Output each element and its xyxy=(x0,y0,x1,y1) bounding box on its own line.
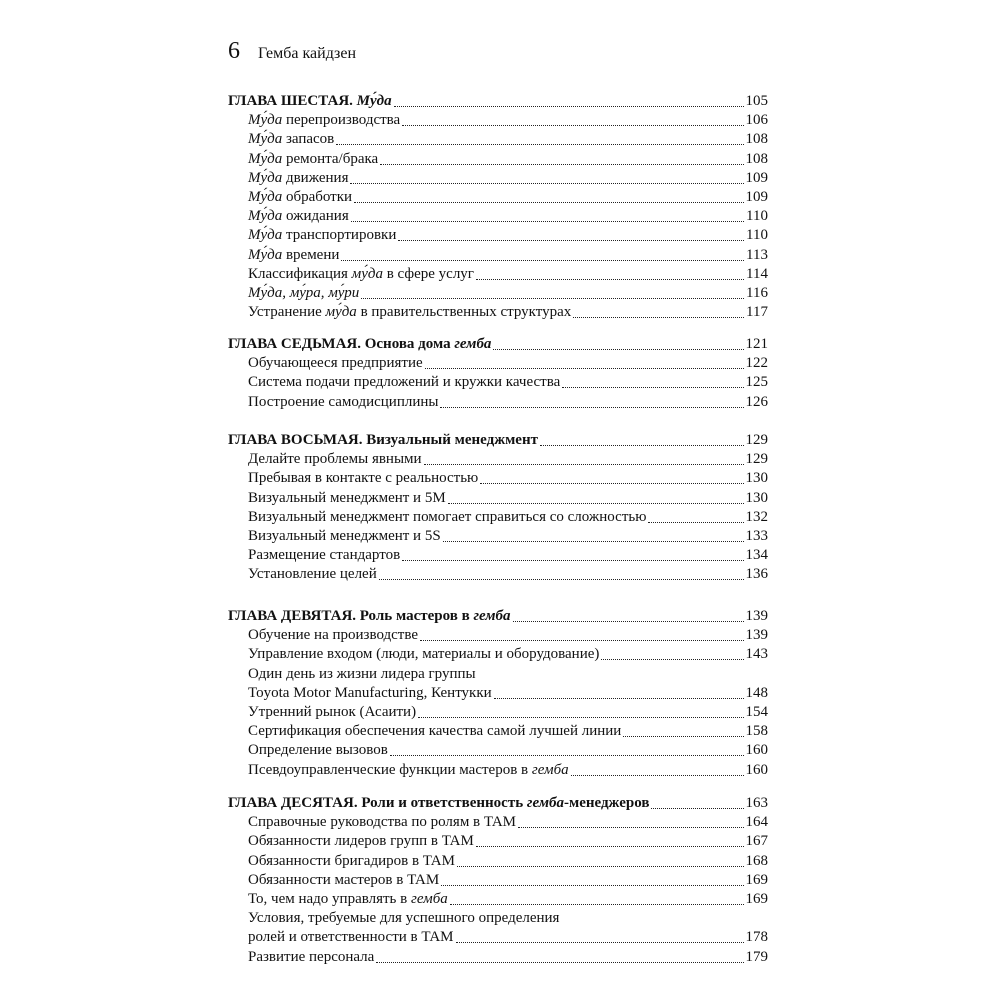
section-title-text: Справочные руководства по ролям в TAM xyxy=(248,814,517,831)
chapter-title xyxy=(228,92,392,111)
section-entry[interactable] xyxy=(248,354,768,373)
chapter-page-number: 121 xyxy=(745,336,768,352)
section-page-number: 160 xyxy=(745,761,768,778)
section-title-italic: Му́да xyxy=(248,169,283,186)
section-page-number: 130 xyxy=(745,470,768,487)
chapter-title-italic: Му́да xyxy=(356,93,392,109)
section-page-number: 113 xyxy=(746,246,768,263)
chapter-page-number: 139 xyxy=(745,608,768,624)
section-entry[interactable] xyxy=(248,813,768,832)
section-title-rest: в правительственных структурах xyxy=(356,304,572,321)
section-title xyxy=(248,871,439,890)
dot-leader xyxy=(480,483,743,484)
section-title xyxy=(248,246,339,265)
chapter-title-text: ГЛАВА ДЕВЯТАЯ. Роль мастеров в xyxy=(228,608,474,624)
dot-leader xyxy=(648,522,743,523)
dot-leader xyxy=(513,621,744,622)
chapter-entry[interactable] xyxy=(228,794,768,813)
section-entry[interactable] xyxy=(248,741,768,760)
section-title-text: Развитие персонала xyxy=(248,948,375,965)
section-title xyxy=(248,188,352,207)
section-page-number: 169 xyxy=(745,871,768,888)
chapter-title-text: ГЛАВА ДЕСЯТАЯ. Роли и ответственность xyxy=(228,795,527,811)
section-title xyxy=(248,508,646,527)
section-entry[interactable] xyxy=(248,207,768,226)
section-entry[interactable] xyxy=(248,169,768,188)
section-title xyxy=(248,373,560,392)
chapter-title xyxy=(228,607,511,626)
section-entry[interactable] xyxy=(248,948,768,967)
section-title xyxy=(248,890,448,909)
section-page-number: 167 xyxy=(745,833,768,850)
section-page-number: 108 xyxy=(745,131,768,148)
section-page-number: 143 xyxy=(745,646,768,663)
dot-leader xyxy=(493,349,743,350)
section-page-number: 116 xyxy=(746,285,768,301)
section-title-text: То, чем надо управлять в xyxy=(248,891,411,907)
chapter-title-italic: гемба xyxy=(473,608,511,624)
section-title-text: Пребывая в контакте с реальностью xyxy=(248,470,479,487)
section-entry[interactable] xyxy=(248,890,768,909)
section-title-rest: времени xyxy=(282,246,340,263)
section-title-text: Делайте проблемы явными xyxy=(248,451,422,468)
section-title-rest: движения xyxy=(282,169,349,186)
chapter-title-rest: -менеджеров xyxy=(564,795,650,811)
dot-leader xyxy=(623,736,743,737)
section-entry[interactable] xyxy=(248,626,768,645)
running-title: Гемба кайдзен xyxy=(258,45,357,62)
section-title-text: Классификация xyxy=(248,265,352,282)
section-title-text: Обязанности лидеров групп в TAM xyxy=(248,833,474,850)
section-title xyxy=(248,265,474,284)
section-title-rest: в сфере услуг xyxy=(382,265,474,282)
section-title xyxy=(248,948,374,967)
section-page-number: 158 xyxy=(745,723,768,740)
chapter-title-italic: гемба xyxy=(526,795,564,811)
section-title xyxy=(248,645,599,664)
chapter-entry[interactable] xyxy=(228,431,768,450)
section-entry[interactable] xyxy=(248,130,768,149)
dot-leader xyxy=(571,775,744,776)
section-page-number: 132 xyxy=(745,508,768,525)
section-entry[interactable] xyxy=(248,546,768,565)
chapter-page-number: 105 xyxy=(745,93,768,109)
dot-leader xyxy=(573,317,744,318)
dot-leader xyxy=(394,106,744,107)
section-entry[interactable] xyxy=(248,703,768,722)
section-title-text: Визуальный менеджмент помогает справиться со сложностью xyxy=(248,508,647,525)
section-title xyxy=(248,169,348,188)
section-entry[interactable] xyxy=(248,265,768,284)
section-title-text: Псевдоуправленческие функции мастеров в xyxy=(248,761,532,778)
section-title-text: Утренний рынок (Асаити) xyxy=(248,704,417,720)
dot-leader xyxy=(456,942,744,943)
section-title xyxy=(248,450,422,469)
section-title-text: Построение самодисциплины xyxy=(248,393,439,410)
chapter-entry[interactable] xyxy=(228,607,768,626)
chapter-entry[interactable] xyxy=(228,335,768,354)
dot-leader xyxy=(398,240,744,241)
section-title-italic: Му́да xyxy=(248,131,283,148)
section-title-rest: обработки xyxy=(282,189,353,205)
dot-leader xyxy=(376,962,743,963)
section-page-number: 117 xyxy=(746,304,768,321)
section-entry[interactable] xyxy=(248,508,768,527)
section-entry[interactable] xyxy=(248,246,768,265)
dot-leader xyxy=(441,885,743,886)
chapter-title xyxy=(228,335,491,354)
dot-leader xyxy=(402,560,743,561)
section-title xyxy=(248,666,476,682)
section-title-italic: Му́да xyxy=(248,112,283,129)
section-title-text: Обучающееся предприятие xyxy=(248,355,423,372)
section-entry[interactable] xyxy=(248,226,768,245)
section-title-text: Визуальный менеджмент и 5M xyxy=(248,489,446,506)
dot-leader xyxy=(476,846,744,847)
dot-leader xyxy=(402,125,743,126)
section-title-text: Обязанности мастеров в TAM xyxy=(248,871,440,888)
section-title-text: Размещение стандартов xyxy=(248,547,401,564)
section-page-number: 109 xyxy=(745,169,768,186)
section-title-text: Установление целей xyxy=(248,566,377,583)
section-entry[interactable] xyxy=(248,645,768,664)
section-page-number: 109 xyxy=(745,189,768,205)
dot-leader xyxy=(336,144,743,145)
page-header xyxy=(228,38,356,65)
section-title-rest: перепроизводства xyxy=(282,112,401,129)
chapter-title xyxy=(228,794,649,813)
section-entry-line[interactable] xyxy=(248,909,559,928)
section-title xyxy=(248,489,446,508)
dot-leader xyxy=(390,755,744,756)
section-entry[interactable] xyxy=(248,761,768,780)
section-title xyxy=(248,722,621,741)
section-entry[interactable] xyxy=(248,393,768,412)
dot-leader xyxy=(361,298,744,299)
section-page-number: 160 xyxy=(745,742,768,759)
section-title-text: Сертификация обеспечения качества самой лучшей линии xyxy=(248,723,622,740)
section-page-number: 130 xyxy=(745,489,768,506)
section-title-text: Управление входом (люди, материалы и оборудование) xyxy=(248,646,600,663)
section-page-number: 178 xyxy=(745,929,768,946)
dot-leader xyxy=(424,464,744,465)
section-title-italic: Му́да xyxy=(248,227,283,244)
section-title xyxy=(248,546,400,565)
section-page-number: 110 xyxy=(746,227,768,244)
section-page-number: 110 xyxy=(746,208,768,225)
dot-leader xyxy=(418,717,743,718)
section-title-rest: ожидания xyxy=(282,208,349,225)
dot-leader xyxy=(562,387,743,388)
dot-leader xyxy=(380,164,743,165)
section-title xyxy=(248,703,416,722)
section-title xyxy=(248,150,378,169)
section-title xyxy=(248,761,569,780)
section-entry[interactable] xyxy=(248,832,768,851)
section-title-text: Обучение на производстве xyxy=(248,627,419,644)
section-page-number: 179 xyxy=(745,948,768,965)
section-entry[interactable] xyxy=(248,469,768,488)
dot-leader xyxy=(651,808,743,809)
section-title xyxy=(248,130,334,149)
chapter-title-text: ГЛАВА ШЕСТАЯ. xyxy=(228,93,357,109)
section-page-number: 148 xyxy=(745,684,768,701)
section-title xyxy=(248,684,492,703)
section-title-text: Система подачи предложений и кружки качества xyxy=(248,374,561,391)
section-page-number: 125 xyxy=(745,374,768,391)
section-entry[interactable] xyxy=(248,852,768,871)
section-page-number: 169 xyxy=(745,891,768,907)
section-entry[interactable] xyxy=(248,303,768,322)
section-title-rest: транспортировки xyxy=(282,227,397,244)
section-title-italic: Му́да xyxy=(248,246,283,263)
section-title-text: Определение вызовов xyxy=(248,742,388,759)
section-title xyxy=(248,354,423,373)
dot-leader xyxy=(450,904,744,905)
section-title xyxy=(248,928,454,947)
section-title-italic: Му́да xyxy=(248,150,283,167)
section-title-italic: гемба xyxy=(410,891,448,907)
dot-leader xyxy=(540,445,744,446)
chapter-title xyxy=(228,431,538,450)
section-entry[interactable] xyxy=(248,150,768,169)
page-number: 6 xyxy=(228,38,240,64)
dot-leader xyxy=(448,503,744,504)
section-title xyxy=(248,111,400,130)
section-entry[interactable] xyxy=(248,928,768,947)
section-entry[interactable] xyxy=(248,527,768,546)
chapter-title-text: ГЛАВА ВОСЬМАЯ. Визуальный менеджмент xyxy=(228,432,538,448)
section-title xyxy=(248,303,571,322)
dot-leader xyxy=(350,183,743,184)
chapter-title-italic: гемба xyxy=(454,336,492,352)
dot-leader xyxy=(443,541,744,542)
section-title xyxy=(248,832,474,851)
section-title xyxy=(248,741,388,760)
section-title-rest: ремонта/брака xyxy=(282,150,379,167)
dot-leader xyxy=(440,407,743,408)
section-title xyxy=(248,207,349,226)
section-entry[interactable] xyxy=(248,373,768,392)
section-entry[interactable] xyxy=(248,684,768,703)
section-page-number: 139 xyxy=(745,627,768,644)
section-title-text: Обязанности бригадиров в TAM xyxy=(248,852,455,869)
section-title xyxy=(248,393,438,412)
dot-leader xyxy=(476,279,744,280)
dot-leader xyxy=(341,260,744,261)
dot-leader xyxy=(379,579,744,580)
section-title xyxy=(248,469,478,488)
section-page-number: 136 xyxy=(745,566,768,583)
section-title-rest: запасов xyxy=(282,131,335,148)
section-entry[interactable] xyxy=(248,284,768,303)
section-title-text: Один день из жизни лидера группы xyxy=(248,665,476,682)
section-title-text: Устранение xyxy=(248,304,326,321)
dot-leader xyxy=(354,202,743,203)
dot-leader xyxy=(518,827,743,828)
section-title xyxy=(248,565,377,584)
section-page-number: 122 xyxy=(745,355,768,372)
dot-leader xyxy=(457,866,744,867)
dot-leader xyxy=(601,659,743,660)
section-title-text: Toyota Motor Manufacturing, Кентукки xyxy=(248,684,492,701)
section-title-text: Условия, требуемые для успешного определения xyxy=(248,910,560,927)
section-entry[interactable] xyxy=(248,565,768,584)
section-title xyxy=(248,852,455,871)
dot-leader xyxy=(420,640,743,641)
section-page-number: 134 xyxy=(745,547,768,564)
section-title xyxy=(248,527,441,546)
dot-leader xyxy=(351,221,744,222)
section-title xyxy=(248,284,359,303)
section-title xyxy=(248,226,396,245)
dot-leader xyxy=(425,368,744,369)
section-page-number: 164 xyxy=(745,814,768,831)
section-page-number: 108 xyxy=(745,150,768,167)
chapter-title-text: ГЛАВА СЕДЬМАЯ. Основа дома xyxy=(228,336,455,352)
section-entry[interactable] xyxy=(248,188,768,207)
dot-leader xyxy=(494,698,744,699)
section-title-italic: му́да xyxy=(325,304,357,321)
section-title-italic: Му́да xyxy=(248,189,283,205)
section-title-italic: Му́да, му́ра, му́ри xyxy=(248,285,360,301)
section-title-italic: му́да xyxy=(351,265,383,282)
section-title-italic: Му́да xyxy=(248,208,283,225)
section-page-number: 126 xyxy=(745,393,768,410)
section-entry-line[interactable] xyxy=(248,665,476,684)
section-page-number: 114 xyxy=(746,265,768,282)
section-title xyxy=(248,626,418,645)
section-entry[interactable] xyxy=(248,871,768,890)
section-entry[interactable] xyxy=(248,111,768,130)
section-title-italic: гемба xyxy=(531,761,569,778)
section-title xyxy=(248,813,516,832)
section-entry[interactable] xyxy=(248,489,768,508)
chapter-entry[interactable] xyxy=(228,92,768,111)
section-page-number: 106 xyxy=(745,112,768,129)
chapter-page-number: 163 xyxy=(745,795,768,811)
section-page-number: 168 xyxy=(745,852,768,869)
chapter-page-number: 129 xyxy=(745,432,768,448)
section-title-text: Визуальный менеджмент и 5S xyxy=(248,528,441,544)
section-title-text: ролей и ответственности в TAM xyxy=(248,929,454,946)
section-page-number: 133 xyxy=(745,528,768,544)
section-entry[interactable] xyxy=(248,450,768,469)
section-page-number: 129 xyxy=(745,451,768,468)
section-page-number: 154 xyxy=(745,704,768,720)
section-entry[interactable] xyxy=(248,722,768,741)
section-title xyxy=(248,910,559,926)
